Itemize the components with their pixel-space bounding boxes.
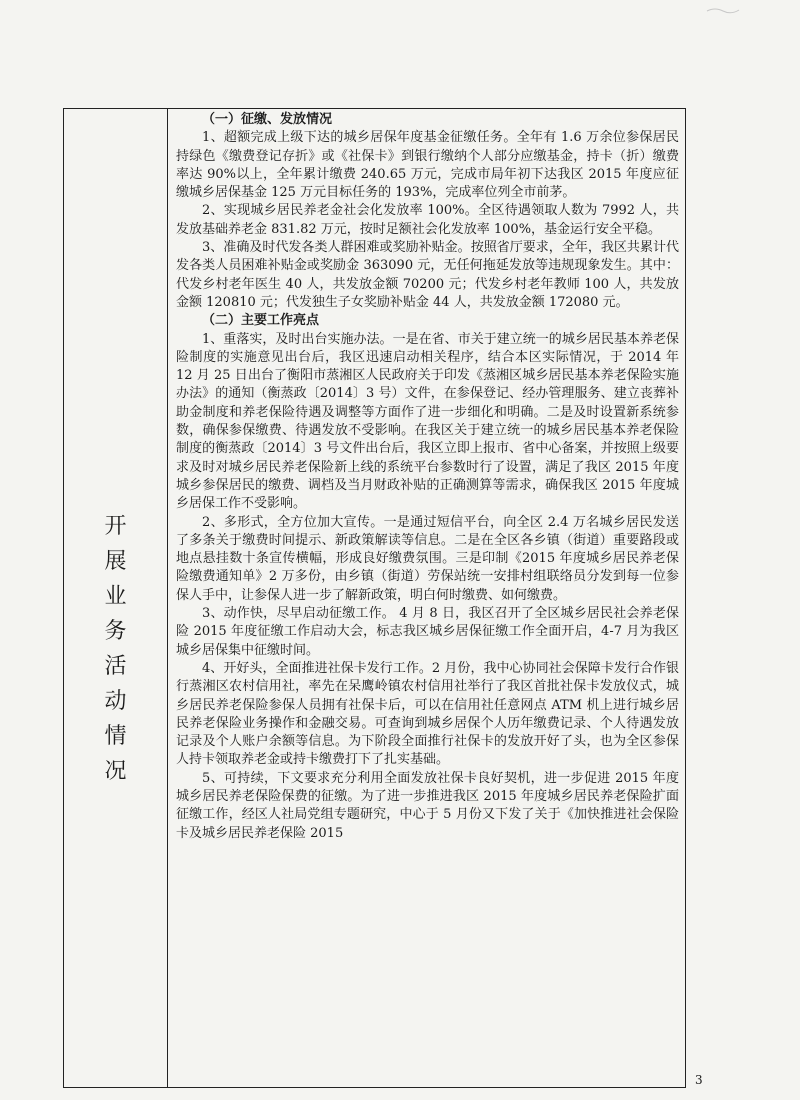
form-table [63, 108, 686, 1088]
scan-corner-mark [705, 2, 745, 14]
page-number: 3 [695, 1073, 703, 1087]
section-heading: （一）征缴、发放情况 [202, 112, 333, 127]
section-label-char: 动 [104, 689, 127, 714]
body-paragraph: 2、实现城乡居民养老金社会化发放率 100%。全区待遇领取人数为 7992 人，共发放基础养老金 831.82 万元，按时足额社会化发放率 100%，基金运行安全平稳。 [176, 203, 679, 237]
section-label-char: 活 [104, 654, 127, 679]
section-label [64, 509, 167, 789]
section-label-char: 展 [104, 549, 127, 574]
body-paragraph: 5、可持续，下文要求充分利用全面发放社保卡良好契机，进一步促进 2015 年度城乡居民养老保险保费的征缴。为了进一步推进我区 2015 年度城乡居民养老保险扩面征缴工作，经区人社局党组专题研究，中心于 5 月份又下发了关于《加快推进社会保险卡及城乡居民养老保险 2015 [176, 770, 679, 841]
body-paragraph: 3、动作快，尽早启动征缴工作。 4 月 8 日，我区召开了全区城乡居民社会养老保险 2015 年度征缴工作启动大会，标志我区城乡居保征缴工作全面开启，4-7 月为我区城乡居保集中征缴时间。 [176, 606, 679, 658]
body-paragraph: 3、准确及时代发各类人群困难或奖励补贴金。按照省厅要求，全年，我区共累计代发各类人员困难补贴金或奖励金 363090 元，无任何拖延发放等违规现象发生。其中：代发乡村老年医生 40 人，共发放金额 70200 元；代发乡村老年教师 100 人，共发放金额 120810 元；代发独生子女奖励补贴金 44 人，共发放金额 172080 元。 [176, 240, 679, 310]
section-content [176, 111, 679, 843]
section-label-char: 业 [104, 584, 127, 609]
body-paragraph: 1、超额完成上级下达的城乡居保年度基金征缴任务。全年有 1.6 万余位参保居民持绿色《缴费登记存折》或《社保卡》到银行缴纳个人部分应缴基金，持卡（折）缴费率达 90%以上，全年累计缴费 240.65 万元，完成市局年初下达我区 2015 年度应征缴城乡居保基金 125 万元目标任务的 193%，完成率位列全市前茅。 [176, 130, 679, 201]
section-label-column [64, 109, 168, 1087]
body-paragraph: 1、重落实，及时出台实施办法。一是在省、市关于建立统一的城乡居民基本养老保险制度的实施意见出台后，我区迅速启动相关程序，结合本区实际情况，于 2014 年 12 月 25 日出台了衡阳市蒸湘区人民政府关于印发《蒸湘区城乡居民基本养老保险实施办法》的通知（衡蒸政〔2014〕3 号）文件，在参保登记、经办管理服务、建立丧葬补助金制度和养老保险待遇及调整等方面作了进一步细化和明确。二是及时设置新系统参数，确保参保缴费、待遇发放不受影响。在我区关于建立统一的城乡居民基本养老保险制度的衡蒸政〔2014〕3 号文件出台后，我区立即上报市、省中心备案，并按照上级要求及时对城乡居民养老保险新上线的系统平台参数时行了设置，满足了我区 2015 年度城乡参保居民的缴费、调档及当月财政补贴的正确测算等需求，确保我区 2015 年度城乡居保工作不受影响。 [176, 331, 679, 512]
section-heading: （二）主要工作亮点 [202, 313, 320, 329]
body-paragraph: 4、开好头，全面推进社保卡发行工作。2 月份，我中心协同社会保障卡发行合作银行蒸湘区农村信用社，率先在呆鹰岭镇农村信用社举行了我区首批社保卡发放仪式，城乡居民养老保险参保人员拥有社保卡后，可以在信用社任意网点 ATM 机上进行城乡居民养老保险业务操作和金融交易。可查询到城乡居保个人历年缴费记录、个人待遇发放记录及个人账户余额等信息。为下阶段全面推行社保卡的发放开好了头，也为全区参保人持卡领取养老金或持卡缴费打下了扎实基础。 [176, 660, 679, 768]
section-label-char: 况 [104, 759, 127, 784]
section-label-char: 开 [104, 514, 127, 539]
section-label-char: 务 [104, 619, 127, 644]
body-paragraph: 2、多形式，全方位加大宣传。一是通过短信平台，向全区 2.4 万名城乡居民发送了多条关于缴费时间提示、新政策解读等信息。二是在全区各乡镇（街道）重要路段或地点悬挂数十条宣传横幅，形成良好缴费氛围。三是印制《2015 年度城乡居民养老保险缴费通知单》2 万多份，由乡镇（街道）劳保站统一安排村组联络员分发到每一位参保人手中，让参保人进一步了解新政策，明白何时缴费、如何缴费。 [176, 514, 679, 603]
section-label-char: 情 [104, 724, 127, 749]
